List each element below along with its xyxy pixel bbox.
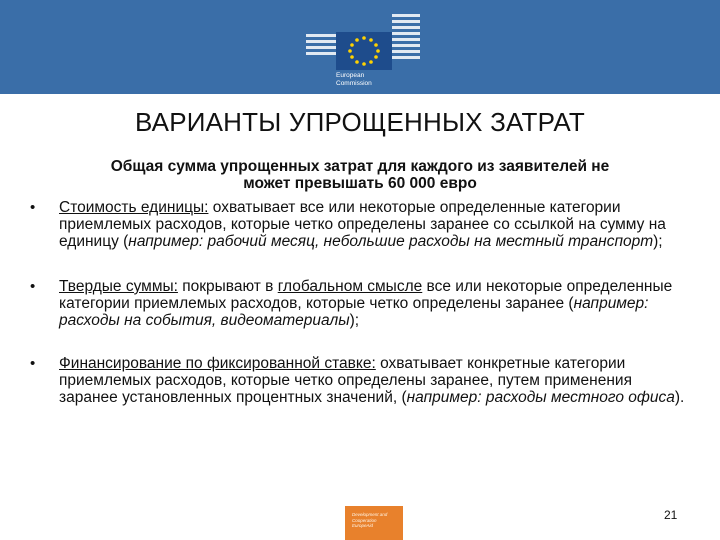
bullet-example: например: рабочий месяц, небольшие расходы на местный транспорт [128,233,654,250]
bullet-text: охватывает конкретные категории приемлемых расходов, которые четко определены заранее, путем применения заранее установленных процентных значений, ( [59,355,632,406]
bullet-text-end: ). [674,389,685,406]
bullet-flat-rate [30,355,690,406]
bullet-lead: Стоимость единицы: [59,199,209,216]
bullet-lead-2: глобальном смысле [277,278,423,295]
bullet-text-mid: все или некоторые определенные категории приемлемых расходов, которые четко определены заранее ( [59,278,673,312]
bullet-text: охватывает все или некоторые определенные категории приемлемых расходов, которые четко определены заранее со ссылкой на сумму на единицу ( [59,199,666,250]
bullet-text-end: ); [349,312,360,329]
logo-text [306,72,424,87]
badge-line-1: Development and [352,512,388,517]
bullet-example: например: расходы местного офиса [406,389,675,406]
badge-line-3: EuropeAid [352,523,374,528]
bullet-lead: Финансирование по фиксированной ставке: [59,355,376,372]
europeaid-badge [345,506,403,540]
bullet-text-end: ); [653,233,663,250]
bullet-dot-icon: • [30,278,36,295]
subtitle-line-2: может превышать 60 000 евро [243,175,477,192]
bullet-lump-sums [30,278,690,329]
slide-subtitle [60,158,660,192]
badge-line-2: Cooperation [352,517,377,523]
logo-line-european: European [336,72,365,79]
bullet-text: покрывают в [177,278,278,295]
bullet-unit-cost [30,199,690,250]
bullet-dot-icon: • [30,199,36,216]
header-band [0,0,720,94]
bullet-dot-icon: • [30,355,36,372]
european-commission-logo [306,14,424,94]
logo-line-commission: Commission [336,79,372,87]
page-number: 21 [664,508,678,522]
slide-title: ВАРИАНТЫ УПРОЩЕННЫХ ЗАТРАТ [134,107,586,137]
subtitle-line-1: Общая сумма упрощенных затрат для каждого из заявителей не [110,158,610,175]
berlaymont-flag-icon [306,14,424,74]
bullet-example: например: расходы на события, видеоматериалы [59,295,649,329]
bullet-list [30,199,690,434]
bullet-lead: Твердые суммы: [59,278,178,295]
